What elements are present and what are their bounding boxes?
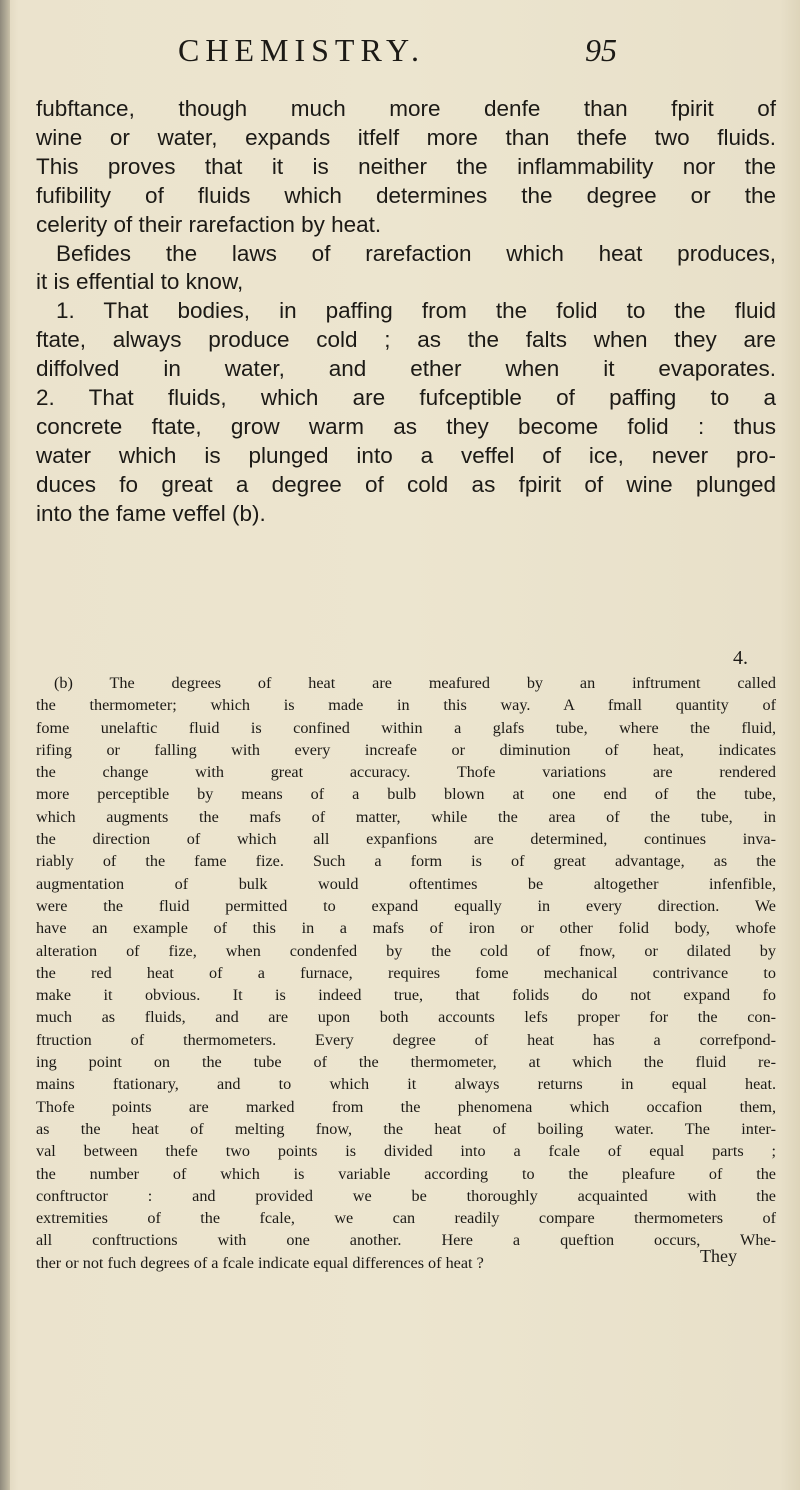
text-line: 1. That bodies, in paffing from the folid to the fluid <box>56 298 776 324</box>
footnote-line: as the heat of melting fnow, the heat of boiling water. The inter- <box>36 1119 776 1138</box>
text-line: This proves that it is neither the inflammability nor the <box>36 153 776 179</box>
text-line: ftate, always produce cold ; as the falts when they are <box>36 327 776 353</box>
text-line: diffolved in water, and ether when it evaporates. <box>36 356 776 382</box>
footnote-line: conftructor : and provided we be thoroughly acquainted with the <box>36 1186 776 1205</box>
text-line: it is effential to know, <box>36 269 244 295</box>
footnote-line: augmentation of bulk would oftentimes be altogether infenfible, <box>36 874 776 893</box>
text-line: fufibility of fluids which determines the degree or the <box>36 182 776 208</box>
page-number: 95 <box>585 32 617 68</box>
footnote-line: much as fluids, and are upon both accounts lefs proper for the con- <box>36 1008 776 1027</box>
text-line: into the fame veffel (b). <box>36 500 266 526</box>
section-number: 4. <box>733 647 748 669</box>
footnote-line: mains ftationary, and to which it always returns in equal heat. <box>36 1075 776 1094</box>
text-line: 2. That fluids, which are fufceptible of paffing to a <box>36 385 776 411</box>
text-line: celerity of their rarefaction by heat. <box>36 211 382 237</box>
running-title: CHEMISTRY. <box>178 32 426 68</box>
text-line: Befides the laws of rarefaction which heat produces, <box>56 240 776 266</box>
footnote-line: (b) The degrees of heat are meafured by an inftrument called <box>54 674 776 692</box>
footnote-line: the direction of which all expanfions are determined, continues inva- <box>36 830 776 849</box>
footnote-line: ther or not fuch degrees of a fcale indicate equal differences of heat ? <box>36 1253 484 1272</box>
footnote-line: the thermometer; which is made in this way. A fmall quantity of <box>36 696 776 715</box>
footnote-line: ftruction of thermometers. Every degree of heat has a correfpond- <box>36 1030 776 1049</box>
footnote-line: riably of the fame fize. Such a form is of great advantage, as the <box>36 852 776 871</box>
footnote-line: rifing or falling with every increafe or diminution of heat, indicates <box>36 740 776 759</box>
footnote-line: the change with great accuracy. Thofe variations are rendered <box>36 763 776 782</box>
footnote-line: the number of which is variable according to the pleafure of the <box>36 1164 776 1183</box>
main-text <box>36 95 776 529</box>
text-line: water which is plunged into a veffel of ice, never pro- <box>36 442 776 468</box>
footnote-line: ing point on the tube of the thermometer, at which the fluid re- <box>36 1053 776 1072</box>
footnote-line: fome unelaftic fluid is confined within a glafs tube, where the fluid, <box>36 718 776 737</box>
footnote-line: were the fluid permitted to expand equally in every direction. We <box>36 896 776 915</box>
page-header <box>0 28 800 72</box>
footnote-line: alteration of fize, when condenfed by the cold of fnow, or dilated by <box>36 941 776 960</box>
footnote-line: Thofe points are marked from the phenomena which occafion them, <box>36 1097 776 1116</box>
footnote-line: extremities of the fcale, we can readily compare thermometers of <box>36 1209 776 1228</box>
footnote-line: val between thefe two points is divided into a fcale of equal parts ; <box>36 1142 776 1161</box>
footnote-line: more perceptible by means of a bulb blown at one end of the tube, <box>36 785 776 804</box>
text-line: fubftance, though much more denfe than fpirit of <box>36 96 776 121</box>
footnote-line: all conftructions with one another. Here a queftion occurs, Whe- <box>36 1231 776 1250</box>
text-line: duces fo great a degree of cold as fpirit of wine plunged <box>36 471 776 497</box>
text-line: wine or water, expands itfelf more than thefe two fluids. <box>36 124 776 150</box>
page-binding-edge <box>0 0 10 1490</box>
footnote-line: have an example of this in a mafs of iron or other folid body, whofe <box>36 919 776 938</box>
text-line: concrete ftate, grow warm as they become folid : thus <box>36 413 776 439</box>
footnote-line: which augments the mafs of matter, while the area of the tube, in <box>36 807 776 826</box>
footnote <box>36 672 776 1274</box>
footnote-line: make it obvious. It is indeed true, that folids do not expand fo <box>36 986 776 1005</box>
catchword: They <box>700 1246 737 1266</box>
footnote-line: the red heat of a furnace, requires fome mechanical contrivance to <box>36 963 776 982</box>
